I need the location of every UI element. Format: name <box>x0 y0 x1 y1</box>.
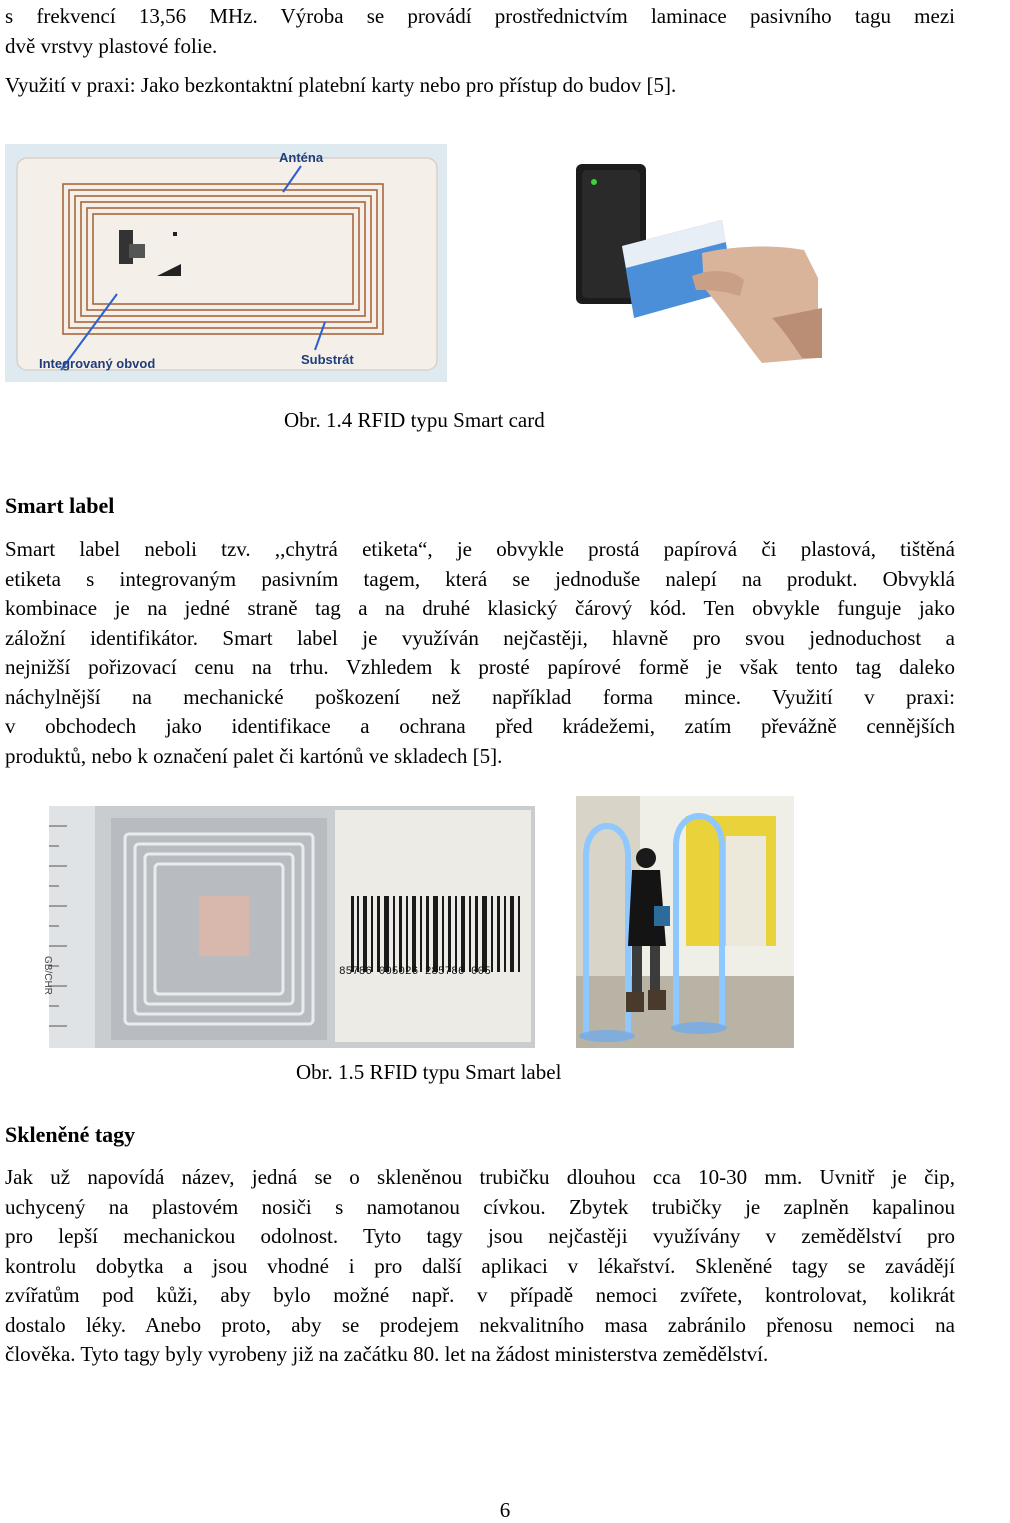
integrated-circuit-label: Integrovaný obvod <box>39 356 156 371</box>
glass-tags-paragraph <box>5 1163 955 1370</box>
section-heading-glass-tags: Skleněné tagy <box>5 1122 136 1147</box>
text-line: v obchodech jako identifikace a ochrana před krádežemi, zatím převážně cennějších <box>5 714 955 738</box>
page-number: 6 <box>499 1498 511 1522</box>
figure-caption-1-5: Obr. 1.5 RFID typu Smart label <box>296 1060 562 1084</box>
text-line: Využití v praxi: Jako bezkontaktní platební karty nebo pro přístup do budov [5]. <box>5 73 677 97</box>
text-line: s frekvencí 13,56 MHz. Výroba se provádí prostřednictvím laminace pasivního tagu mezi <box>5 4 955 28</box>
text-line: Smart label neboli tzv. ,,chytrá etiketa“, je obvykle prostá papírová či plastová, tištěná <box>5 537 955 561</box>
text-line: dvě vrstvy plastové folie. <box>5 33 218 58</box>
smart-card-inlay-image <box>5 144 447 382</box>
text-line: záložní identifikátor. Smart label je využíván nejčastěji, hlavně pro svou jednoduchost a <box>5 625 955 650</box>
text-line: etiketa s integrovaným pasivním tagem, která se jednoduše nalepí na produkt. Obvyklá <box>5 566 955 591</box>
card-reader-photo <box>572 158 822 370</box>
text-line: Jak už napovídá název, jedná se o skleněnou trubičku dlouhou cca 10-30 mm. Uvnitř je čip, <box>5 1165 955 1189</box>
text-line: kombinace je na jedné straně tag a na druhé klasický čárový kód. Ten obvykle funguje jako <box>5 596 955 620</box>
text-line: nejnižší pořizovací cenu na trhu. Vzhledem k prosté papírové formě je však tento tag daleko <box>5 655 955 679</box>
text-line: produktů, nebo k označení palet či kartónů ve skladech [5]. <box>5 743 503 768</box>
text-line: kontrolu dobytka a jsou vhodné i pro další aplikaci v lékařství. Skleněné tagy se zavádějí <box>5 1253 955 1278</box>
ruler-marking: GB/CHR <box>42 956 53 995</box>
barcode-number: 85786 005026 285786 005 <box>339 966 491 978</box>
text-line: náchylnější na mechanické poškození než například forma mince. Využití v praxi: <box>5 684 955 709</box>
text-line: uchycený na plastovém nosiči s namotanou cívkou. Zbytek trubičky je zaplněn kapalinou <box>5 1194 955 1219</box>
text-line: dostalo léky. Anebo proto, aby se prodejem nekvalitního masa zabránilo přenosu nemoci na <box>5 1312 955 1337</box>
text-line: člověka. Tyto tagy byly vyrobeny již na začátku 80. let na žádost ministerstva zemědělství. <box>5 1342 769 1366</box>
substrate-label: Substrát <box>301 352 354 367</box>
smart-label-paragraph <box>5 535 955 771</box>
figure-caption-1-4: Obr. 1.4 RFID typu Smart card <box>284 408 545 432</box>
section-heading-smart-label: Smart label <box>5 493 115 518</box>
smart-label-tag-photo <box>42 806 535 1048</box>
text-line: pro lepší mechanickou odolnost. Tyto tagy jsou nejčastěji využívány v zemědělství pro <box>5 1224 955 1248</box>
intro-paragraph <box>5 2 955 101</box>
text-line: zvířatům pod kůži, aby bylo možné např. v případě nemoci zvířete, kontrolovat, kolikrát <box>5 1283 955 1307</box>
antenna-label: Anténa <box>279 150 324 165</box>
security-gate-photo <box>576 796 794 1048</box>
